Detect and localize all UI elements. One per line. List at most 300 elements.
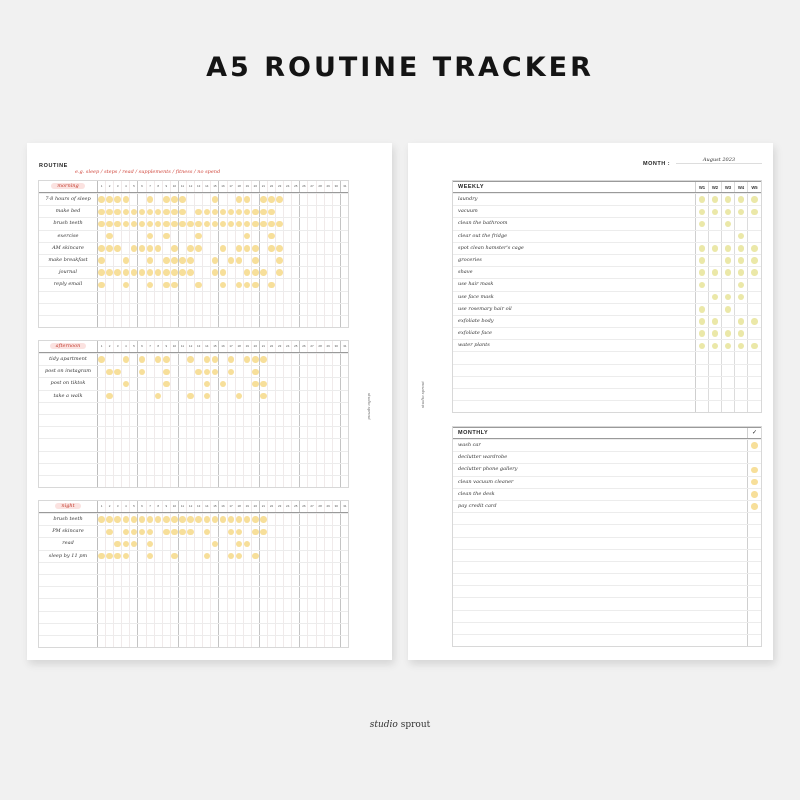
day-checkbox[interactable] (236, 354, 244, 365)
day-checkbox[interactable] (106, 194, 114, 205)
day-checkbox[interactable] (317, 304, 325, 315)
week-checkbox[interactable] (709, 328, 722, 339)
day-checkbox[interactable] (284, 452, 292, 463)
day-checkbox[interactable] (98, 403, 106, 414)
day-checkbox[interactable] (284, 378, 292, 389)
day-checkbox[interactable] (228, 316, 236, 327)
day-checkbox[interactable] (341, 514, 349, 525)
habit-label[interactable] (39, 452, 98, 463)
day-checkbox[interactable] (244, 439, 252, 450)
day-checkbox[interactable] (187, 612, 195, 623)
day-checkbox[interactable] (236, 587, 244, 598)
day-checkbox[interactable] (203, 206, 211, 217)
day-checkbox[interactable] (276, 391, 284, 402)
day-checkbox[interactable] (252, 612, 260, 623)
day-checkbox[interactable] (308, 218, 316, 229)
day-checkbox[interactable] (203, 464, 211, 475)
day-checkbox[interactable] (98, 551, 106, 562)
week-checkbox[interactable] (696, 401, 709, 412)
day-checkbox[interactable] (308, 575, 316, 586)
day-checkbox[interactable] (228, 206, 236, 217)
day-checkbox[interactable] (325, 255, 333, 266)
day-checkbox[interactable] (236, 415, 244, 426)
day-checkbox[interactable] (219, 587, 227, 598)
day-checkbox[interactable] (317, 403, 325, 414)
day-checkbox[interactable] (155, 243, 163, 254)
day-checkbox[interactable] (187, 378, 195, 389)
day-checkbox[interactable] (187, 415, 195, 426)
day-checkbox[interactable] (187, 636, 195, 647)
day-checkbox[interactable] (187, 587, 195, 598)
week-checkbox[interactable] (748, 194, 761, 205)
day-checkbox[interactable] (147, 452, 155, 463)
habit-label[interactable] (39, 476, 98, 487)
day-checkbox[interactable] (341, 403, 349, 414)
day-checkbox[interactable] (155, 279, 163, 290)
day-checkbox[interactable] (219, 279, 227, 290)
day-checkbox[interactable] (252, 464, 260, 475)
day-checkbox[interactable] (106, 538, 114, 549)
day-checkbox[interactable] (219, 391, 227, 402)
day-checkbox[interactable] (155, 551, 163, 562)
day-checkbox[interactable] (163, 427, 171, 438)
day-checkbox[interactable] (300, 354, 308, 365)
day-checkbox[interactable] (114, 231, 122, 242)
day-checkbox[interactable] (138, 551, 146, 562)
day-checkbox[interactable] (333, 624, 341, 635)
day-checkbox[interactable] (138, 538, 146, 549)
day-checkbox[interactable] (155, 366, 163, 377)
day-checkbox[interactable] (341, 255, 349, 266)
day-checkbox[interactable] (276, 514, 284, 525)
day-checkbox[interactable] (179, 403, 187, 414)
day-checkbox[interactable] (244, 415, 252, 426)
task-label[interactable] (453, 586, 748, 597)
day-checkbox[interactable] (300, 439, 308, 450)
day-checkbox[interactable] (228, 391, 236, 402)
day-checkbox[interactable] (98, 292, 106, 303)
day-checkbox[interactable] (187, 194, 195, 205)
day-checkbox[interactable] (195, 255, 203, 266)
day-checkbox[interactable] (203, 354, 211, 365)
day-checkbox[interactable] (98, 304, 106, 315)
day-checkbox[interactable] (147, 243, 155, 254)
day-checkbox[interactable] (325, 526, 333, 537)
day-checkbox[interactable] (236, 476, 244, 487)
day-checkbox[interactable] (147, 599, 155, 610)
day-checkbox[interactable] (187, 304, 195, 315)
day-checkbox[interactable] (252, 403, 260, 414)
day-checkbox[interactable] (211, 599, 219, 610)
day-checkbox[interactable] (187, 243, 195, 254)
week-checkbox[interactable] (709, 218, 722, 229)
day-checkbox[interactable] (276, 427, 284, 438)
week-checkbox[interactable] (709, 365, 722, 376)
day-checkbox[interactable] (106, 587, 114, 598)
day-checkbox[interactable] (317, 538, 325, 549)
day-checkbox[interactable] (325, 316, 333, 327)
day-checkbox[interactable] (163, 316, 171, 327)
week-checkbox[interactable] (748, 316, 761, 327)
day-checkbox[interactable] (155, 599, 163, 610)
day-checkbox[interactable] (130, 464, 138, 475)
day-checkbox[interactable] (276, 464, 284, 475)
day-checkbox[interactable] (130, 538, 138, 549)
day-checkbox[interactable] (203, 526, 211, 537)
day-checkbox[interactable] (276, 267, 284, 278)
day-checkbox[interactable] (203, 587, 211, 598)
day-checkbox[interactable] (147, 563, 155, 574)
day-checkbox[interactable] (203, 452, 211, 463)
day-checkbox[interactable] (211, 587, 219, 598)
day-checkbox[interactable] (122, 403, 130, 414)
day-checkbox[interactable] (203, 304, 211, 315)
day-checkbox[interactable] (163, 267, 171, 278)
day-checkbox[interactable] (268, 243, 276, 254)
day-checkbox[interactable] (114, 563, 122, 574)
day-checkbox[interactable] (236, 464, 244, 475)
day-checkbox[interactable] (268, 292, 276, 303)
day-checkbox[interactable] (317, 279, 325, 290)
day-checkbox[interactable] (276, 551, 284, 562)
day-checkbox[interactable] (252, 378, 260, 389)
day-checkbox[interactable] (341, 551, 349, 562)
day-checkbox[interactable] (341, 279, 349, 290)
day-checkbox[interactable] (244, 563, 252, 574)
day-checkbox[interactable] (244, 279, 252, 290)
day-checkbox[interactable] (252, 636, 260, 647)
day-checkbox[interactable] (179, 563, 187, 574)
day-checkbox[interactable] (268, 231, 276, 242)
day-checkbox[interactable] (260, 255, 268, 266)
day-checkbox[interactable] (106, 316, 114, 327)
day-checkbox[interactable] (341, 464, 349, 475)
day-checkbox[interactable] (195, 415, 203, 426)
day-checkbox[interactable] (114, 427, 122, 438)
day-checkbox[interactable] (268, 538, 276, 549)
habit-label[interactable] (39, 624, 98, 635)
day-checkbox[interactable] (114, 612, 122, 623)
day-checkbox[interactable] (122, 354, 130, 365)
day-checkbox[interactable] (244, 452, 252, 463)
day-checkbox[interactable] (147, 304, 155, 315)
day-checkbox[interactable] (228, 612, 236, 623)
day-checkbox[interactable] (122, 452, 130, 463)
day-checkbox[interactable] (268, 218, 276, 229)
day-checkbox[interactable] (236, 563, 244, 574)
day-checkbox[interactable] (300, 231, 308, 242)
day-checkbox[interactable] (333, 575, 341, 586)
day-checkbox[interactable] (300, 206, 308, 217)
day-checkbox[interactable] (114, 243, 122, 254)
day-checkbox[interactable] (244, 304, 252, 315)
day-checkbox[interactable] (179, 526, 187, 537)
habit-label[interactable] (39, 316, 98, 327)
day-checkbox[interactable] (292, 599, 300, 610)
day-checkbox[interactable] (98, 612, 106, 623)
week-checkbox[interactable] (748, 231, 761, 242)
week-checkbox[interactable] (735, 218, 748, 229)
day-checkbox[interactable] (300, 636, 308, 647)
day-checkbox[interactable] (106, 304, 114, 315)
day-checkbox[interactable] (317, 587, 325, 598)
day-checkbox[interactable] (300, 612, 308, 623)
task-label[interactable] (453, 538, 748, 549)
day-checkbox[interactable] (300, 316, 308, 327)
day-checkbox[interactable] (236, 391, 244, 402)
day-checkbox[interactable] (122, 366, 130, 377)
day-checkbox[interactable] (260, 316, 268, 327)
habit-label[interactable] (39, 415, 98, 426)
day-checkbox[interactable] (211, 292, 219, 303)
day-checkbox[interactable] (155, 526, 163, 537)
day-checkbox[interactable] (276, 415, 284, 426)
day-checkbox[interactable] (138, 354, 146, 365)
day-checkbox[interactable] (228, 292, 236, 303)
week-checkbox[interactable] (696, 292, 709, 303)
day-checkbox[interactable] (203, 391, 211, 402)
day-checkbox[interactable] (276, 624, 284, 635)
day-checkbox[interactable] (260, 587, 268, 598)
day-checkbox[interactable] (244, 624, 252, 635)
day-checkbox[interactable] (106, 612, 114, 623)
week-checkbox[interactable] (696, 206, 709, 217)
day-checkbox[interactable] (317, 599, 325, 610)
habit-label[interactable] (39, 563, 98, 574)
day-checkbox[interactable] (98, 391, 106, 402)
day-checkbox[interactable] (268, 514, 276, 525)
day-checkbox[interactable] (211, 267, 219, 278)
day-checkbox[interactable] (130, 354, 138, 365)
day-checkbox[interactable] (276, 599, 284, 610)
day-checkbox[interactable] (211, 304, 219, 315)
day-checkbox[interactable] (171, 231, 179, 242)
day-checkbox[interactable] (268, 612, 276, 623)
day-checkbox[interactable] (195, 587, 203, 598)
day-checkbox[interactable] (114, 514, 122, 525)
day-checkbox[interactable] (106, 403, 114, 414)
day-checkbox[interactable] (171, 575, 179, 586)
week-checkbox[interactable] (748, 401, 761, 412)
habit-label[interactable] (39, 403, 98, 414)
day-checkbox[interactable] (187, 218, 195, 229)
day-checkbox[interactable] (98, 452, 106, 463)
day-checkbox[interactable] (317, 415, 325, 426)
day-checkbox[interactable] (308, 403, 316, 414)
day-checkbox[interactable] (292, 403, 300, 414)
day-checkbox[interactable] (163, 624, 171, 635)
month-checkbox[interactable] (748, 550, 761, 561)
day-checkbox[interactable] (244, 464, 252, 475)
month-field[interactable]: August 2023 (676, 157, 762, 164)
day-checkbox[interactable] (195, 231, 203, 242)
day-checkbox[interactable] (114, 267, 122, 278)
day-checkbox[interactable] (179, 514, 187, 525)
day-checkbox[interactable] (300, 292, 308, 303)
week-checkbox[interactable] (722, 304, 735, 315)
day-checkbox[interactable] (317, 194, 325, 205)
habit-label[interactable] (39, 587, 98, 598)
day-checkbox[interactable] (187, 427, 195, 438)
day-checkbox[interactable] (284, 575, 292, 586)
day-checkbox[interactable] (106, 575, 114, 586)
day-checkbox[interactable] (138, 575, 146, 586)
day-checkbox[interactable] (252, 231, 260, 242)
day-checkbox[interactable] (130, 231, 138, 242)
day-checkbox[interactable] (98, 427, 106, 438)
week-checkbox[interactable] (722, 365, 735, 376)
day-checkbox[interactable] (333, 378, 341, 389)
day-checkbox[interactable] (308, 464, 316, 475)
day-checkbox[interactable] (122, 243, 130, 254)
day-checkbox[interactable] (130, 292, 138, 303)
day-checkbox[interactable] (308, 267, 316, 278)
day-checkbox[interactable] (252, 526, 260, 537)
day-checkbox[interactable] (308, 243, 316, 254)
day-checkbox[interactable] (292, 427, 300, 438)
day-checkbox[interactable] (308, 587, 316, 598)
day-checkbox[interactable] (341, 599, 349, 610)
day-checkbox[interactable] (260, 439, 268, 450)
day-checkbox[interactable] (292, 391, 300, 402)
day-checkbox[interactable] (325, 575, 333, 586)
month-checkbox[interactable] (748, 598, 761, 609)
day-checkbox[interactable] (236, 243, 244, 254)
task-label[interactable] (453, 550, 748, 561)
month-checkbox[interactable] (748, 574, 761, 585)
week-checkbox[interactable] (748, 255, 761, 266)
day-checkbox[interactable] (260, 612, 268, 623)
month-checkbox[interactable] (748, 525, 761, 536)
day-checkbox[interactable] (284, 354, 292, 365)
month-checkbox[interactable] (748, 489, 761, 500)
day-checkbox[interactable] (341, 206, 349, 217)
day-checkbox[interactable] (276, 231, 284, 242)
day-checkbox[interactable] (179, 206, 187, 217)
day-checkbox[interactable] (260, 243, 268, 254)
day-checkbox[interactable] (292, 439, 300, 450)
day-checkbox[interactable] (171, 415, 179, 426)
day-checkbox[interactable] (195, 427, 203, 438)
day-checkbox[interactable] (325, 563, 333, 574)
week-checkbox[interactable] (709, 267, 722, 278)
day-checkbox[interactable] (147, 538, 155, 549)
day-checkbox[interactable] (130, 452, 138, 463)
day-checkbox[interactable] (292, 194, 300, 205)
day-checkbox[interactable] (333, 304, 341, 315)
day-checkbox[interactable] (98, 514, 106, 525)
day-checkbox[interactable] (252, 415, 260, 426)
day-checkbox[interactable] (114, 403, 122, 414)
day-checkbox[interactable] (276, 316, 284, 327)
day-checkbox[interactable] (292, 476, 300, 487)
day-checkbox[interactable] (268, 452, 276, 463)
week-checkbox[interactable] (735, 231, 748, 242)
day-checkbox[interactable] (138, 255, 146, 266)
day-checkbox[interactable] (203, 599, 211, 610)
day-checkbox[interactable] (244, 476, 252, 487)
day-checkbox[interactable] (228, 452, 236, 463)
day-checkbox[interactable] (219, 255, 227, 266)
day-checkbox[interactable] (171, 218, 179, 229)
day-checkbox[interactable] (252, 292, 260, 303)
day-checkbox[interactable] (276, 612, 284, 623)
day-checkbox[interactable] (341, 194, 349, 205)
day-checkbox[interactable] (122, 526, 130, 537)
day-checkbox[interactable] (333, 551, 341, 562)
week-checkbox[interactable] (722, 377, 735, 388)
day-checkbox[interactable] (317, 526, 325, 537)
day-checkbox[interactable] (325, 514, 333, 525)
task-label[interactable] (453, 525, 748, 536)
day-checkbox[interactable] (187, 476, 195, 487)
day-checkbox[interactable] (106, 439, 114, 450)
day-checkbox[interactable] (268, 636, 276, 647)
day-checkbox[interactable] (341, 575, 349, 586)
day-checkbox[interactable] (308, 624, 316, 635)
day-checkbox[interactable] (244, 243, 252, 254)
day-checkbox[interactable] (333, 267, 341, 278)
day-checkbox[interactable] (195, 526, 203, 537)
day-checkbox[interactable] (236, 206, 244, 217)
day-checkbox[interactable] (187, 366, 195, 377)
day-checkbox[interactable] (195, 243, 203, 254)
day-checkbox[interactable] (171, 587, 179, 598)
week-checkbox[interactable] (709, 304, 722, 315)
day-checkbox[interactable] (98, 206, 106, 217)
week-checkbox[interactable] (696, 279, 709, 290)
day-checkbox[interactable] (163, 292, 171, 303)
day-checkbox[interactable] (130, 255, 138, 266)
week-checkbox[interactable] (722, 243, 735, 254)
day-checkbox[interactable] (211, 391, 219, 402)
week-checkbox[interactable] (748, 292, 761, 303)
day-checkbox[interactable] (333, 612, 341, 623)
day-checkbox[interactable] (300, 267, 308, 278)
day-checkbox[interactable] (171, 612, 179, 623)
day-checkbox[interactable] (292, 452, 300, 463)
day-checkbox[interactable] (98, 624, 106, 635)
week-checkbox[interactable] (735, 401, 748, 412)
day-checkbox[interactable] (219, 551, 227, 562)
day-checkbox[interactable] (122, 514, 130, 525)
week-checkbox[interactable] (748, 352, 761, 363)
day-checkbox[interactable] (195, 551, 203, 562)
day-checkbox[interactable] (284, 218, 292, 229)
week-checkbox[interactable] (696, 316, 709, 327)
day-checkbox[interactable] (122, 427, 130, 438)
day-checkbox[interactable] (187, 231, 195, 242)
day-checkbox[interactable] (276, 378, 284, 389)
day-checkbox[interactable] (268, 304, 276, 315)
day-checkbox[interactable] (308, 378, 316, 389)
day-checkbox[interactable] (333, 538, 341, 549)
day-checkbox[interactable] (276, 563, 284, 574)
day-checkbox[interactable] (114, 526, 122, 537)
week-checkbox[interactable] (696, 243, 709, 254)
day-checkbox[interactable] (195, 316, 203, 327)
day-checkbox[interactable] (268, 624, 276, 635)
day-checkbox[interactable] (268, 267, 276, 278)
day-checkbox[interactable] (187, 316, 195, 327)
week-checkbox[interactable] (748, 389, 761, 400)
day-checkbox[interactable] (236, 267, 244, 278)
day-checkbox[interactable] (138, 612, 146, 623)
day-checkbox[interactable] (130, 279, 138, 290)
day-checkbox[interactable] (203, 292, 211, 303)
day-checkbox[interactable] (292, 255, 300, 266)
day-checkbox[interactable] (171, 206, 179, 217)
